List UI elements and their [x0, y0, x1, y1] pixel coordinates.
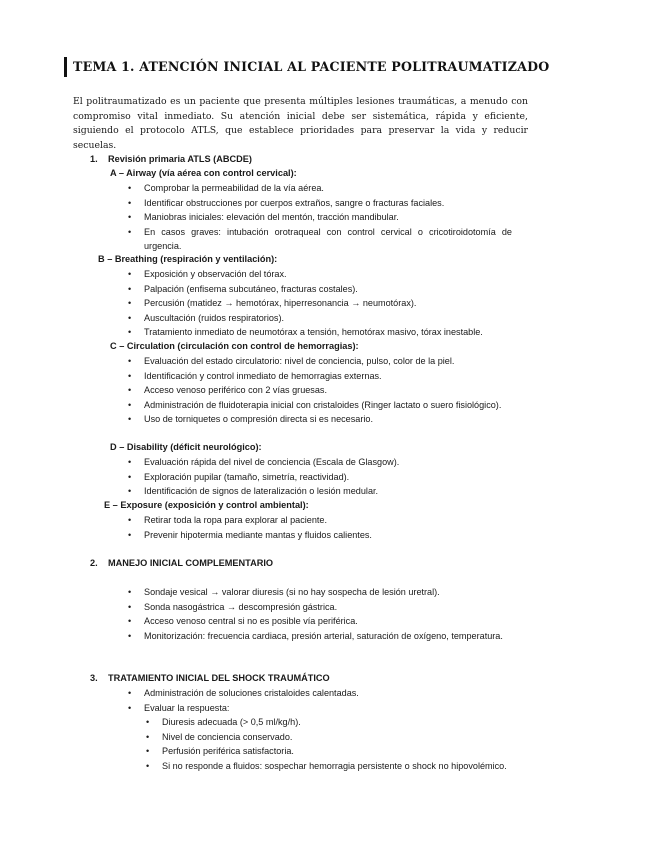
list-item: • Evaluar la respuesta:: [128, 701, 512, 716]
list-item: • Comprobar la permeabilidad de la vía aérea.: [128, 181, 512, 196]
list-item: • Evaluación rápida del nivel de conciencia (Escala de Glasgow).: [128, 455, 512, 470]
document-title: TEMA 1. ATENCIÓN INICIAL AL PACIENTE POLITRAUMATIZADO: [73, 59, 550, 74]
list-item: • Identificación y control inmediato de hemorragias externas.: [128, 369, 512, 384]
subsection-circulation-heading: C – Circulation (circulación con control de hemorragias):: [110, 341, 359, 351]
section-title: Revisión primaria ATLS (ABCDE): [108, 154, 252, 164]
list-item: • Administración de fluidoterapia inicial con cristaloides (Ringer lactato o suero fisiológico).: [128, 398, 512, 413]
list-item: • En casos graves: intubación orotraqueal con control cervical o cricotiroidotomía de urgencia.: [128, 225, 512, 254]
list-item: • Administración de soluciones cristaloides calentadas.: [128, 686, 512, 701]
list-item: • Sondaje vesical → valorar diuresis (si no hay sospecha de lesión uretral).: [128, 585, 512, 600]
section-3-heading: [90, 673, 330, 683]
list-item: • Sonda nasogástrica → descompresión gástrica.: [128, 600, 512, 615]
subsection-disability-heading: D – Disability (déficit neurológico):: [110, 442, 262, 452]
list-item: • Exposición y observación del tórax.: [128, 267, 512, 282]
subsection-breathing-heading: B – Breathing (respiración y ventilación):: [98, 254, 278, 264]
list-item: • Diuresis adecuada (> 0,5 ml/kg/h).: [146, 715, 528, 730]
shock-response-sublist: [146, 715, 528, 773]
list-item: • Tratamiento inmediato de neumotórax a tensión, hemotórax masivo, tórax inestable.: [128, 325, 512, 340]
list-item: • Identificación de signos de lateralización o lesión medular.: [128, 484, 512, 499]
subsection-exposure-heading: E – Exposure (exposición y control ambiental):: [104, 500, 309, 510]
list-item: • Exploración pupilar (tamaño, simetría, reactividad).: [128, 470, 512, 485]
list-item: • Retirar toda la ropa para explorar al paciente.: [128, 513, 512, 528]
section-title: TRATAMIENTO INICIAL DEL SHOCK TRAUMÁTICO: [108, 673, 330, 683]
list-item: • Monitorización: frecuencia cardiaca, presión arterial, saturación de oxígeno, temperatura.: [128, 629, 512, 644]
breathing-list: [128, 267, 512, 340]
section-number: 1.: [90, 154, 98, 164]
list-item: • Identificar obstrucciones por cuerpos extraños, sangre o fracturas faciales.: [128, 196, 512, 211]
list-item: • Maniobras iniciales: elevación del mentón, tracción mandibular.: [128, 210, 512, 225]
exposure-list: [128, 513, 512, 542]
list-item: • Palpación (enfisema subcutáneo, fracturas costales).: [128, 282, 512, 297]
section-number: 2.: [90, 558, 98, 568]
title-accent-bar: [64, 57, 67, 77]
intro-paragraph: El politraumatizado es un paciente que presenta múltiples lesiones traumáticas, a menudo con compromiso vital inmediato. Su atención inicial debe ser sistemática, rápida y eficiente, siguiendo el protocolo ATLS, que establece prioridades para preservar la vida y reducir secuelas.: [73, 96, 528, 151]
subsection-airway-heading: A – Airway (vía aérea con control cervical):: [110, 168, 297, 178]
section-1-heading: [90, 154, 252, 164]
section-2-heading: [90, 558, 273, 568]
airway-list: [128, 181, 512, 254]
list-item: • Uso de torniquetes o compresión directa si es necesario.: [128, 412, 512, 427]
complementary-list: [128, 585, 512, 643]
section-title: MANEJO INICIAL COMPLEMENTARIO: [108, 558, 274, 568]
list-item: • Auscultación (ruidos respiratorios).: [128, 311, 512, 326]
list-item: • Nivel de conciencia conservado.: [146, 730, 528, 745]
shock-list: [128, 686, 512, 715]
list-item: • Evaluación del estado circulatorio: nivel de conciencia, pulso, color de la piel.: [128, 354, 512, 369]
disability-list: [128, 455, 512, 499]
list-item: • Percusión (matidez → hemotórax, hiperresonancia → neumotórax).: [128, 296, 512, 311]
list-item: • Acceso venoso central si no es posible vía periférica.: [128, 614, 512, 629]
list-item: • Acceso venoso periférico con 2 vías gruesas.: [128, 383, 512, 398]
section-number: 3.: [90, 673, 98, 683]
circulation-list: [128, 354, 512, 427]
list-item: • Si no responde a fluidos: sospechar hemorragia persistente o shock no hipovolémico.: [146, 759, 528, 774]
list-item: • Perfusión periférica satisfactoria.: [146, 744, 528, 759]
list-item: • Prevenir hipotermia mediante mantas y fluidos calientes.: [128, 528, 512, 543]
